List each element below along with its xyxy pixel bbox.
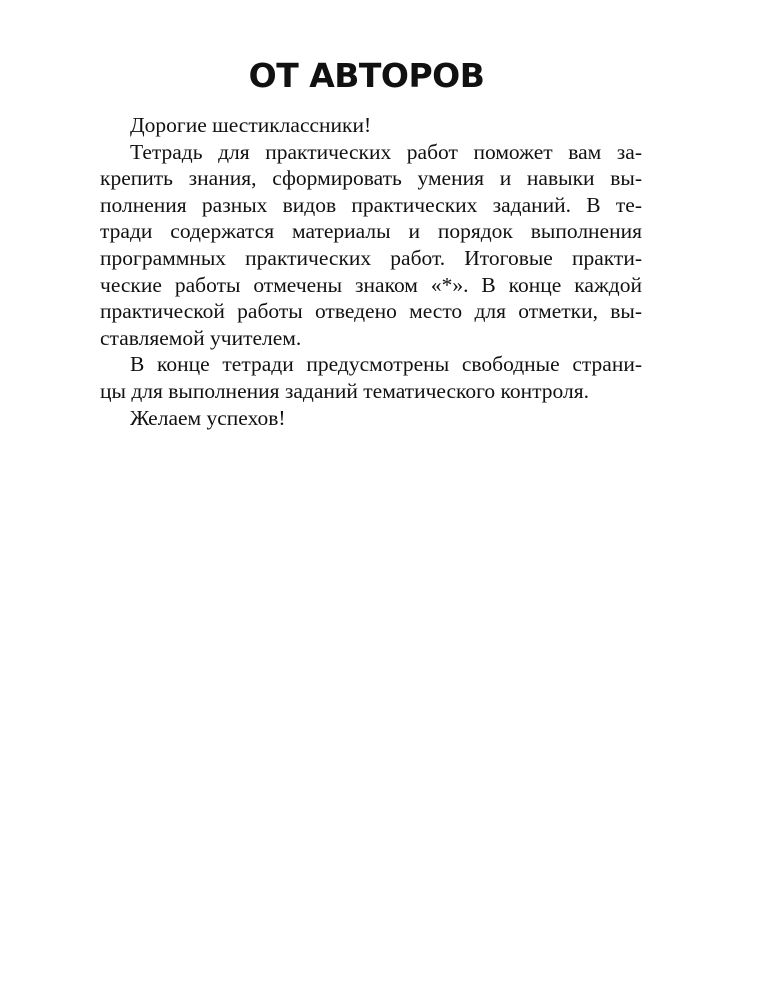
paragraph-1-line-7: практической работы отведено место для отметки, вы- [100,299,642,324]
paragraph-1-line-3: полнения разных видов практических заданий. В те- [100,192,642,217]
closing-line: Желаем успехов! [130,405,286,430]
paragraph-1-line-2: крепить знания, сформировать умения и навыки вы- [100,166,642,191]
paragraph-1-line-5: программных практических работ. Итоговые практи- [100,245,642,270]
greeting-line: Дорогие шестиклассники! [130,113,372,137]
body-text [100,112,642,431]
paragraph-1-line-6: ческие работы отмечены знаком «*». В конце каждой [100,272,642,297]
page-title: ОТ АВТОРОВ [248,56,485,95]
paragraph-1-line-4: тради содержатся материалы и порядок выполнения [100,219,642,244]
paragraph-2-line-1: В конце тетради предусмотрены свободные страни- [130,352,642,377]
paragraph-1-line-8: ставляемой учителем. [100,325,302,350]
paragraph-1-line-1: Тетрадь для практических работ поможет вам за- [130,139,642,164]
paragraph-2-line-2: цы для выполнения заданий тематического контроля. [100,378,589,403]
